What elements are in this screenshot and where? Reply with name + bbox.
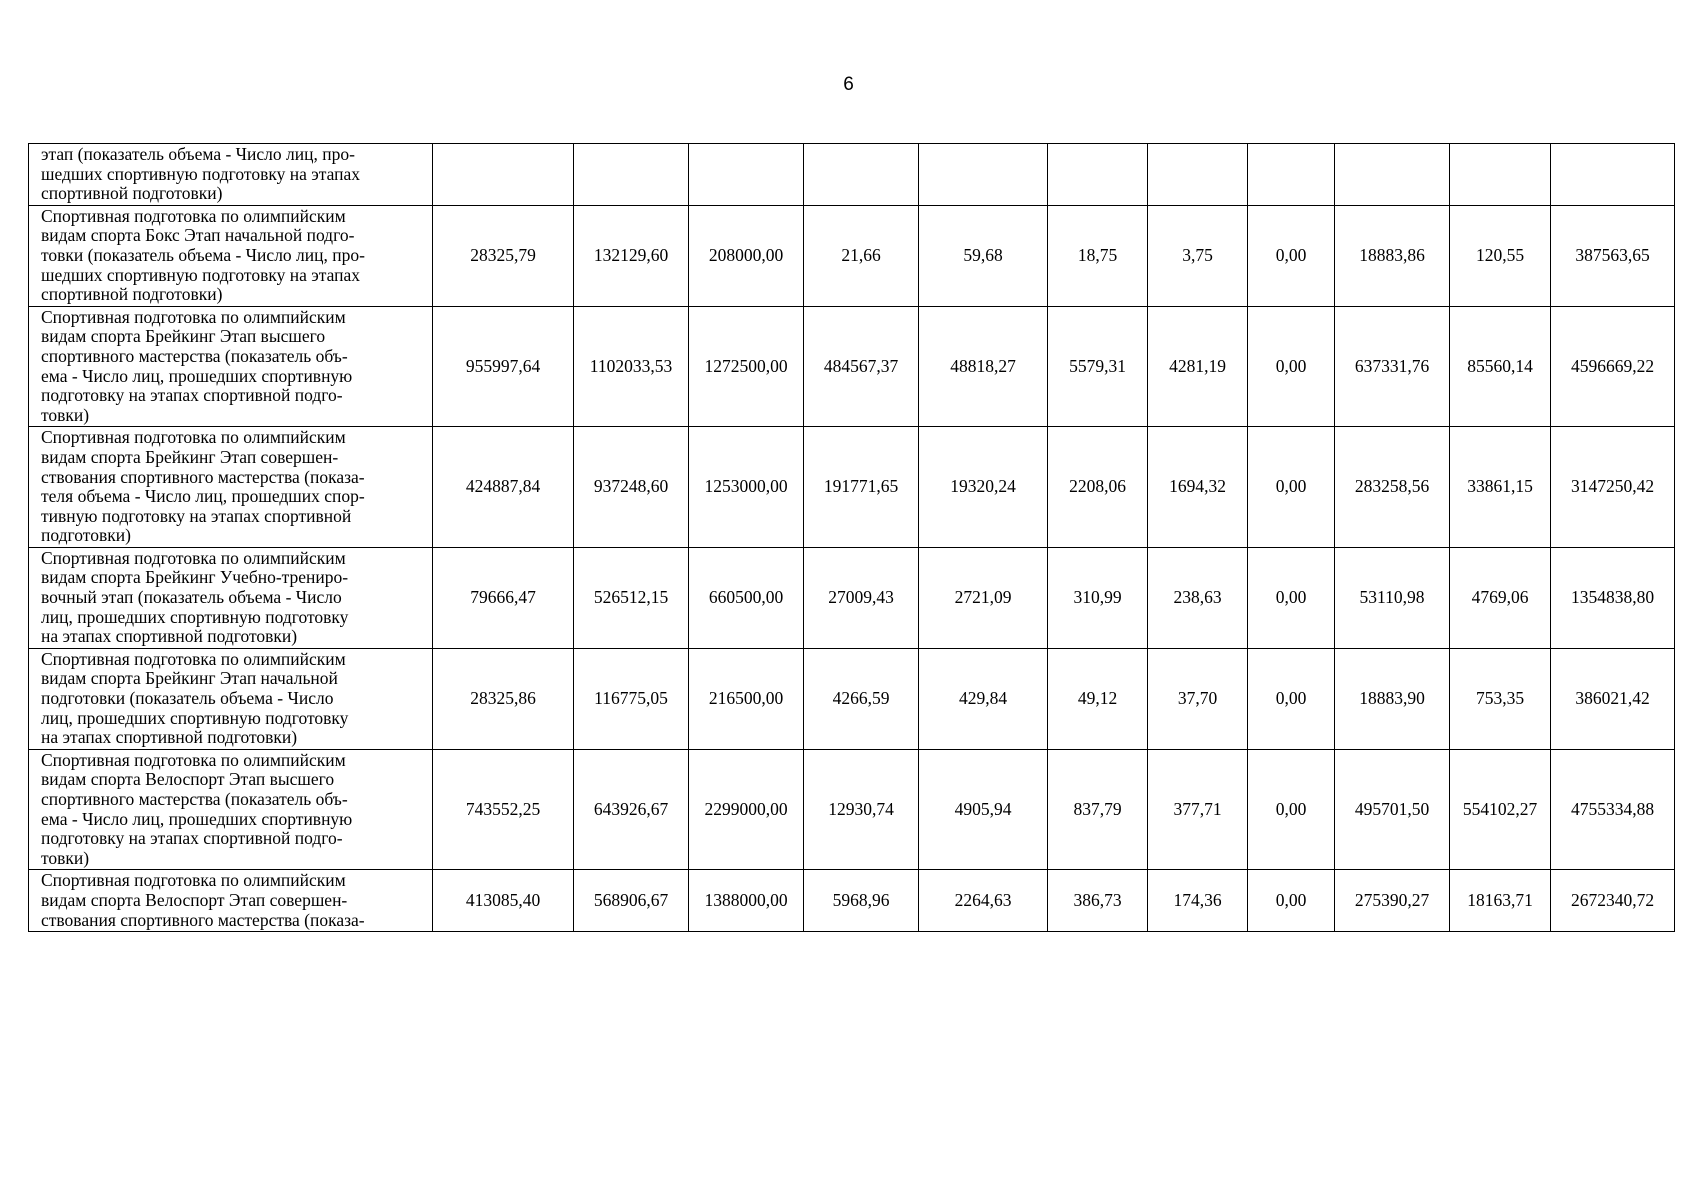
value-cell [1048, 144, 1148, 206]
description-line: видам спорта Велоспорт Этап совершен- [41, 889, 348, 910]
value-cell: 1272500,00 [689, 306, 804, 427]
value-cell [1450, 144, 1551, 206]
value-cell: 1102033,53 [574, 306, 689, 427]
value-cell: 18883,90 [1335, 648, 1450, 749]
value-cell [804, 144, 919, 206]
value-cell: 48818,27 [919, 306, 1048, 427]
value-cell: 386,73 [1048, 870, 1148, 932]
value-cell: 1694,32 [1148, 427, 1248, 548]
value-cell: 0,00 [1248, 648, 1335, 749]
value-cell: 643926,67 [574, 749, 689, 870]
value-cell: 21,66 [804, 205, 919, 306]
row-description [29, 648, 433, 749]
value-cell: 3147250,42 [1551, 427, 1675, 548]
value-cell: 191771,65 [804, 427, 919, 548]
description-line: товки (показатель объема - Число лиц, про- [41, 244, 365, 265]
description-line: ема - Число лиц, прошедших спортивную [41, 365, 353, 386]
value-cell: 132129,60 [574, 205, 689, 306]
value-cell: 27009,43 [804, 547, 919, 648]
value-cell: 1354838,80 [1551, 547, 1675, 648]
description-line: Спортивная подготовка по олимпийским [41, 870, 346, 891]
value-cell: 5968,96 [804, 870, 919, 932]
description-line: спортивного мастерства (показатель объ- [41, 345, 348, 366]
value-cell: 1388000,00 [689, 870, 804, 932]
value-cell: 4596669,22 [1551, 306, 1675, 427]
value-cell: 28325,86 [433, 648, 574, 749]
value-cell: 18,75 [1048, 205, 1148, 306]
description-line: ствования спортивного мастерства (показа- [41, 466, 365, 487]
description-line: Спортивная подготовка по олимпийским [41, 427, 346, 448]
table-row [29, 144, 1675, 206]
value-cell: 310,99 [1048, 547, 1148, 648]
description-line: видам спорта Брейкинг Этап совершен- [41, 446, 339, 467]
description-line: видам спорта Брейкинг Этап высшего [41, 326, 326, 347]
value-cell: 2721,09 [919, 547, 1048, 648]
value-cell: 637331,76 [1335, 306, 1450, 427]
value-cell: 208000,00 [689, 205, 804, 306]
value-cell: 59,68 [919, 205, 1048, 306]
value-cell: 0,00 [1248, 306, 1335, 427]
table-row [29, 648, 1675, 749]
description-line: видам спорта Велоспорт Этап высшего [41, 769, 335, 790]
description-line: лиц, прошедших спортивную подготовку [41, 707, 349, 728]
page-number: 6 [843, 74, 854, 95]
value-cell: 37,70 [1148, 648, 1248, 749]
table-row [29, 306, 1675, 427]
description-line: вочный этап (показатель объема - Число [41, 587, 342, 608]
value-cell [433, 144, 574, 206]
value-cell: 174,36 [1148, 870, 1248, 932]
description-line: спортивного мастерства (показатель объ- [41, 789, 348, 809]
value-cell: 2264,63 [919, 870, 1048, 932]
value-cell: 526512,15 [574, 547, 689, 648]
value-cell: 4281,19 [1148, 306, 1248, 427]
value-cell: 743552,25 [433, 749, 574, 870]
description-line: тивную подготовку на этапах спортивной [41, 505, 352, 526]
value-cell: 216500,00 [689, 648, 804, 749]
value-cell [689, 144, 804, 206]
value-cell: 4266,59 [804, 648, 919, 749]
value-cell: 238,63 [1148, 547, 1248, 648]
description-line: лиц, прошедших спортивную подготовку [41, 606, 349, 627]
value-cell: 955997,64 [433, 306, 574, 427]
table-row [29, 870, 1675, 932]
description-line: подготовки) [41, 525, 131, 546]
value-cell: 424887,84 [433, 427, 574, 548]
description-line: на этапах спортивной подготовки) [41, 727, 298, 748]
description-line: на этапах спортивной подготовки) [41, 626, 298, 647]
value-cell: 2208,06 [1048, 427, 1148, 548]
value-cell: 275390,27 [1335, 870, 1450, 932]
value-cell [1148, 144, 1248, 206]
row-description [29, 870, 433, 932]
description-line: этап (показатель объема - Число лиц, про- [41, 144, 355, 164]
value-cell: 837,79 [1048, 749, 1148, 870]
value-cell [574, 144, 689, 206]
row-description [29, 144, 433, 206]
description-line: спортивной подготовки) [41, 183, 223, 204]
value-cell: 0,00 [1248, 205, 1335, 306]
value-cell: 4755334,88 [1551, 749, 1675, 870]
value-cell: 2299000,00 [689, 749, 804, 870]
value-cell: 116775,05 [574, 648, 689, 749]
value-cell: 28325,79 [433, 205, 574, 306]
value-cell: 0,00 [1248, 547, 1335, 648]
value-cell: 377,71 [1148, 749, 1248, 870]
value-cell: 554102,27 [1450, 749, 1551, 870]
value-cell: 33861,15 [1450, 427, 1551, 548]
description-line: шедших спортивную подготовку на этапах [41, 264, 361, 285]
description-line: товки) [41, 404, 90, 425]
value-cell: 937248,60 [574, 427, 689, 548]
value-cell [1335, 144, 1450, 206]
value-cell: 18883,86 [1335, 205, 1450, 306]
value-cell: 413085,40 [433, 870, 574, 932]
table-body [29, 144, 1675, 932]
description-line: подготовки (показатель объема - Число [41, 688, 334, 709]
value-cell [1248, 144, 1335, 206]
description-line: шедших спортивную подготовку на этапах [41, 163, 361, 184]
description-line: Спортивная подготовка по олимпийским [41, 648, 346, 669]
value-cell: 18163,71 [1450, 870, 1551, 932]
data-table [28, 143, 1675, 932]
value-cell: 386021,42 [1551, 648, 1675, 749]
description-line: подготовку на этапах спортивной подго- [41, 828, 343, 849]
value-cell: 1253000,00 [689, 427, 804, 548]
value-cell: 12930,74 [804, 749, 919, 870]
description-line: видам спорта Бокс Этап начальной подго- [41, 225, 355, 246]
table-row [29, 547, 1675, 648]
value-cell: 495701,50 [1335, 749, 1450, 870]
value-cell: 484567,37 [804, 306, 919, 427]
description-line: Спортивная подготовка по олимпийским [41, 547, 346, 568]
value-cell: 53110,98 [1335, 547, 1450, 648]
description-line: Спортивная подготовка по олимпийским [41, 306, 346, 327]
value-cell: 79666,47 [433, 547, 574, 648]
value-cell: 49,12 [1048, 648, 1148, 749]
value-cell: 660500,00 [689, 547, 804, 648]
row-description [29, 306, 433, 427]
value-cell: 5579,31 [1048, 306, 1148, 427]
value-cell: 3,75 [1148, 205, 1248, 306]
description-line: ствования спортивного мастерства (показа- [41, 909, 365, 930]
value-cell: 4905,94 [919, 749, 1048, 870]
description-line: ема - Число лиц, прошедших спортивную [41, 808, 353, 829]
value-cell [919, 144, 1048, 206]
value-cell: 85560,14 [1450, 306, 1551, 427]
value-cell: 568906,67 [574, 870, 689, 932]
value-cell: 19320,24 [919, 427, 1048, 548]
value-cell: 753,35 [1450, 648, 1551, 749]
table-row [29, 205, 1675, 306]
value-cell: 283258,56 [1335, 427, 1450, 548]
row-description [29, 547, 433, 648]
value-cell: 4769,06 [1450, 547, 1551, 648]
description-line: теля объема - Число лиц, прошедших спор- [41, 486, 365, 507]
value-cell: 2672340,72 [1551, 870, 1675, 932]
description-line: подготовку на этапах спортивной подго- [41, 385, 343, 406]
description-line: Спортивная подготовка по олимпийским [41, 205, 346, 226]
row-description [29, 749, 433, 870]
value-cell: 0,00 [1248, 427, 1335, 548]
value-cell: 387563,65 [1551, 205, 1675, 306]
row-description [29, 205, 433, 306]
row-description [29, 427, 433, 548]
table-row [29, 427, 1675, 548]
value-cell [1551, 144, 1675, 206]
value-cell: 429,84 [919, 648, 1048, 749]
description-line: товки) [41, 847, 90, 868]
description-line: спортивной подготовки) [41, 284, 223, 305]
description-line: видам спорта Брейкинг Учебно-трениро- [41, 567, 349, 588]
description-line: Спортивная подготовка по олимпийским [41, 749, 346, 770]
description-line: видам спорта Брейкинг Этап начальной [41, 668, 338, 689]
value-cell: 0,00 [1248, 870, 1335, 932]
value-cell: 120,55 [1450, 205, 1551, 306]
table-row [29, 749, 1675, 870]
value-cell: 0,00 [1248, 749, 1335, 870]
